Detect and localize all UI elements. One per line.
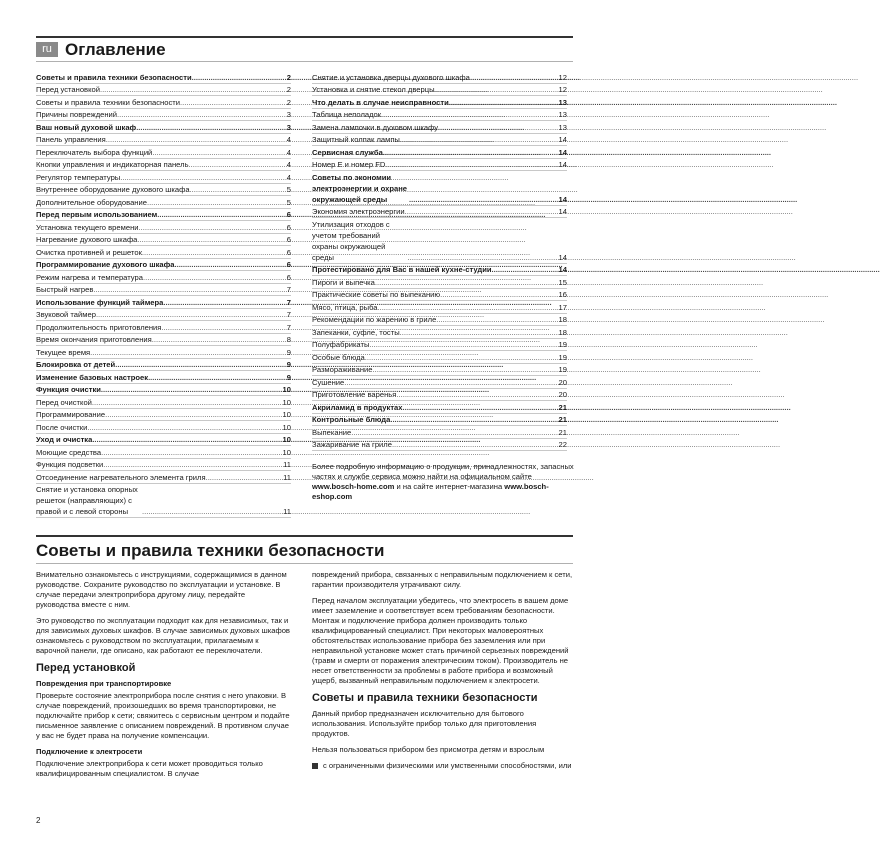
toc-leader-dots [174,259,285,270]
toc-entry-label: Изменение базовых настроек [36,372,149,382]
info-text-2: и на сайте интернет-магазина [394,482,505,491]
toc-entry[interactable] [36,421,291,434]
toc-leader-dots [96,309,286,320]
toc-leader-dots [375,277,558,288]
toc-entry-page: 6 [286,260,291,269]
toc-leader-dots [409,194,558,205]
top-rule [36,36,573,38]
toc-entry[interactable] [36,396,291,409]
toc-leader-dots [351,427,557,438]
toc-right-column [312,71,567,451]
toc-leader-dots [365,352,558,363]
toc-entry-page: 19 [558,340,567,349]
toc-entry-page: 2 [286,85,291,94]
toc-entry[interactable] [312,171,567,206]
toc-entry-label: Советы и правила техники безопасности [36,72,192,82]
toc-leader-dots [101,384,282,395]
toc-entry[interactable] [36,246,291,259]
bullet-square-icon [312,763,318,769]
toc-leader-dots [152,334,286,345]
toc-entry[interactable] [312,109,567,122]
toc-entry[interactable] [312,414,567,427]
toc-entry-page: 20 [558,390,567,399]
info-text-1: Более подробную информацию о продукции, принадлежностях, запасных частях и службе сервиса можно найти на официальном сайте [312,462,574,481]
transport-paragraph: Проверьте состояние электроприбора после снятия с него упаковки. В случае повреждений, произошедших во время транспортировки, не подключайте прибор к сети; свяжитесь с сервисным центром и подайте письменное заявление с описанием повреждений. В противном случае у вас не будет права на получение компенсации. [36,691,290,740]
toc-entry-page: 10 [282,385,291,394]
toc-leader-dots [492,264,558,275]
toc-entry[interactable] [312,326,567,339]
toc-entry[interactable] [36,321,291,334]
toc-entry-label: После очистки [36,422,88,432]
toc-leader-dots [344,377,557,388]
toc-entry-label: Очистка противней и решеток [36,247,142,257]
toc-entry-label: Рекомендации по жарению в гриле [312,315,437,324]
toc-entry-page: 19 [558,352,567,362]
toc-entry-label: Дополнительное оборудование [36,197,147,207]
toc-entry[interactable] [36,334,291,347]
toc-entry-label: Функция подсветки [36,460,104,469]
toc-entry-label: Программирование [36,410,106,419]
toc-leader-dots [87,422,281,433]
toc-entry-label: Номер E и номер FD [312,160,386,169]
toc-entry[interactable] [312,426,567,439]
toc-entry-page: 22 [558,440,567,449]
toc-entry-page: 10 [282,410,291,419]
toc-entry-label: Использование функций таймера [36,297,164,307]
toc-entry-label: Контрольные блюда [312,415,391,424]
toc-entry[interactable] [36,234,291,247]
toc-entry[interactable] [36,409,291,422]
toc-entry-page: 5 [286,185,291,194]
toc-entry-label: Причины повреждений [36,110,118,119]
toc-entry-label: Внутреннее оборудование духового шкафа [36,185,190,194]
toc-entry-label: Приготовление варенья [312,390,397,399]
heading-before-install: Перед установкой [36,662,136,674]
warranty-paragraph: повреждений прибора, связанных с неправильным подключением к сети, гарантии производителя утрачивают силу. [312,570,573,589]
toc-entry[interactable] [36,459,291,472]
toc-leader-dots [390,414,557,425]
toc-leader-dots [190,184,286,195]
electric-paragraph: Подключение электроприбора к сети может проводиться только квалифицированным специалистом. В случае [36,759,263,778]
toc-leader-dots [163,297,285,308]
toc-entry-label: Продолжительность приготовления [36,322,162,332]
toc-entry[interactable] [312,134,567,147]
toc-entry[interactable] [36,209,291,222]
household-use-paragraph: Данный прибор предназначен исключительно для бытового использования. Используйте прибор только для приготовления продуктов. [312,709,537,738]
toc-entry[interactable] [312,439,567,452]
toc-entry-label: Пироги и выпечка [312,277,375,287]
toc-entry[interactable] [36,446,291,459]
language-badge: ru [36,42,58,57]
toc-entry[interactable] [312,289,567,302]
toc-entry-page: 21 [558,402,567,412]
toc-entry-label: Текущее время [36,347,91,357]
toc-entry-label: Экономия электроэнергии [312,207,405,216]
toc-entry[interactable] [312,96,567,109]
toc-entry-label: Быстрый нагрев [36,285,94,294]
toc-entry[interactable] [36,184,291,197]
toc-leader-dots [103,459,282,470]
toc-entry[interactable] [36,284,291,297]
toc-entry[interactable] [36,71,291,84]
toc-entry[interactable] [36,196,291,209]
toc-leader-dots [115,359,286,370]
toc-entry-label: Что делать в случае неисправности [312,97,449,107]
toc-leader-dots [438,122,558,133]
toc-entry-page: 21 [558,415,567,424]
toc-leader-dots [93,284,285,295]
toc-entry-page: 6 [286,247,291,257]
toc-entry[interactable] [36,434,291,447]
toc-entry[interactable] [36,346,291,359]
toc-entry[interactable] [36,121,291,134]
toc-entry-page: 12 [558,85,567,94]
toc-entry[interactable] [312,401,567,414]
toc-entry-label: Блокировка от детей [36,360,116,369]
toc-entry-label: Ваш новый духовой шкаф [36,122,137,132]
section-rule [36,535,573,537]
toc-leader-dots [369,339,557,350]
toc-entry-page: 4 [286,160,291,169]
grounding-paragraph: Перед началом эксплуатации убедитесь, что электросеть в вашем доме имеет заземление и соответствует всем требованиям безопасности. Монтаж и подключение прибора должен производить только квалифицированный специалист. При некоторых маловероятных обстоятельствах использование прибора без заземления или при неправильной установке может стать причиной серьезных повреждений (травм и смерти от поражения электрическим током). Производитель не несет ответственности за проблемы в работе прибора и возможный ущерб, вызванный неправильным подключением к электросети. [312,596,569,685]
toc-entry[interactable] [312,84,567,97]
toc-leader-dots [100,84,286,95]
toc-entry-page: 13 [558,110,567,119]
toc-entry-label: Снятие и установка дверцы духового шкафа [312,72,470,82]
toc-entry[interactable] [312,376,567,389]
toc-entry-page: 3 [286,110,291,119]
toc-entry-label: Время окончания приготовления [36,335,152,344]
toc-leader-dots [400,327,558,338]
section-title: Советы и правила техники безопасности [36,541,385,560]
toc-leader-dots [383,147,558,158]
toc-entry-label: Полуфабрикаты [312,340,370,349]
toc-entry-label: Защитный колпак лампы [312,135,400,144]
toc-entry-label: Перед установкой [36,85,100,94]
toc-entry[interactable] [36,221,291,234]
toc-entry-page: 6 [286,272,291,282]
toc-entry-page: 14 [558,194,567,204]
toc-entry-page: 13 [558,122,567,132]
toc-entry-label: Запеканки, суфле, тосты [312,327,400,337]
toc-leader-dots [142,247,286,258]
toc-entry[interactable] [36,96,291,109]
toc-entry[interactable] [36,146,291,159]
bullet-text: с ограниченными физическими или умственными способностями, или [323,761,572,770]
toc-entry-label: Снятие и установка опорных решеток (направляющих) с правой и с левой стороны [36,485,138,516]
toc-entry-page: 14 [558,160,567,169]
link-bosch-home[interactable]: www.bosch-home.com [312,482,395,491]
toc-entry-label: Замена лампочки в духовом шкафу [312,122,439,132]
toc-entry-page: 14 [558,207,567,216]
toc-entry-page: 6 [286,235,291,244]
heading-electric-connection: Подключение к электросети [36,747,143,756]
toc-entry[interactable] [312,351,567,364]
toc-leader-dots [139,222,286,233]
toc-entry-page: 9 [286,360,291,369]
toc-entry[interactable] [36,259,291,272]
toc-leader-dots [106,134,286,145]
toc-leader-dots [92,397,282,408]
toc-left-column [36,71,291,518]
toc-leader-dots [143,272,286,283]
toc-leader-dots [385,159,557,170]
toc-entry-label: Акриламид в продуктах [312,402,403,412]
heading-safety-rules: Советы и правила техники безопасности [312,692,538,704]
toc-entry-label: Уход и очистка [36,435,93,444]
toc-leader-dots [440,289,557,300]
toc-leader-dots [408,252,558,263]
toc-entry-page: 7 [286,285,291,294]
toc-entry-page: 6 [286,210,291,219]
toc-entry[interactable] [36,359,291,372]
toc-entry-page: 7 [286,310,291,319]
toc-entry[interactable] [312,159,567,172]
toc-entry-label: Отсоединение нагревательного элемента гриля [36,472,206,482]
toc-leader-dots [206,472,283,483]
toc-entry-label: Установка и снятие стекол дверцы [312,85,435,94]
toc-entry-page: 11 [283,472,291,482]
toc-entry[interactable] [312,206,567,219]
toc-leader-dots [161,322,285,333]
toc-leader-dots [403,402,558,413]
toc-entry-label: Размораживание [312,365,373,374]
toc-leader-dots [137,234,285,245]
toc-entry-label: Звуковой таймер [36,310,96,319]
link-bosch-eshop[interactable]: www.bosch-eshop.com [312,482,549,501]
toc-entry-page: 15 [558,277,567,287]
heading-transport-damage: Повреждения при транспортировке [36,679,172,688]
toc-leader-dots [396,389,557,400]
toc-entry[interactable] [312,301,567,314]
toc-entry-page: 4 [286,172,291,182]
toc-entry[interactable] [36,484,291,519]
toc-leader-dots [157,209,286,220]
toc-leader-dots [392,439,558,450]
toc-entry-label: Утилизация отходов с учетом требований охраны окружающей среды [312,219,390,262]
toc-entry[interactable] [312,314,567,327]
toc-leader-dots [142,506,282,517]
toc-leader-dots [147,197,286,208]
section-title-rule [36,563,573,564]
toc-leader-dots [377,302,557,313]
toc-leader-dots [101,447,281,458]
toc-leader-dots [180,97,286,108]
toc-entry-page: 21 [558,427,567,437]
body-right-column [312,570,573,771]
oven-type-paragraph: Это руководство по эксплуатации подходит как для независимых, так и для зависимых духовых шкафов. В случае зависимых духовых шкафов ознакомьтесь с руководством по эксплуатации, прилагаемым к варочной панели, где описано, как работают ее переключатели. [36,616,290,655]
toc-leader-dots [117,109,286,120]
toc-entry-page: 19 [558,365,567,374]
toc-leader-dots [381,109,557,120]
toc-entry[interactable] [36,84,291,97]
toc-entry-label: Перед очисткой [36,397,92,407]
toc-entry-page: 14 [558,135,567,144]
toc-entry-page: 3 [286,122,291,132]
toc-entry-page: 17 [558,302,567,312]
toc-entry[interactable] [312,121,567,134]
toc-entry-page: 2 [286,72,291,82]
toc-entry-page: 8 [286,335,291,344]
toc-entry-label: Моющие средства [36,447,102,457]
toc-leader-dots [189,159,286,170]
toc-entry-label: Регулятор температуры [36,172,121,182]
toc-entry-page: 14 [558,147,567,157]
toc-entry-page: 5 [286,197,291,207]
toc-entry-page: 16 [558,290,567,299]
toc-entry[interactable] [36,309,291,322]
toc-entry-page: 18 [558,315,567,324]
toc-entry-page: 7 [286,297,291,307]
toc-entry-page: 4 [286,147,291,157]
toc-leader-dots [136,122,286,133]
toc-entry-label: Сервисная служба [312,147,383,157]
toc-leader-dots [470,72,558,83]
toc-leader-dots [435,84,558,95]
toc-leader-dots [405,206,558,217]
toc-leader-dots [90,347,286,358]
toc-entry[interactable] [312,339,567,352]
bullet-item [312,761,573,771]
toc-leader-dots [152,147,285,158]
toc-entry-label: Панель управления [36,135,106,144]
toc-entry[interactable] [36,134,291,147]
toc-entry[interactable] [312,276,567,289]
body-left-column [36,570,290,785]
toc-entry[interactable] [36,471,291,484]
toc-entry-label: Сушение [312,377,345,387]
toc-leader-dots [120,172,286,183]
toc-entry-page: 12 [558,72,567,82]
toc-entry-label: Перед первым использованием [36,210,158,219]
toc-entry[interactable] [312,364,567,377]
toc-entry-label: Выпекание [312,427,352,437]
toc-entry-label: Функция очистки [36,385,101,394]
toc-entry-label: Мясо, птица, рыба [312,302,378,312]
toc-entry-page: 18 [558,327,567,337]
toc-leader-dots [105,409,281,420]
toc-entry-label: Переключатель выбора функций [36,147,153,157]
toc-leader-dots [192,72,286,83]
toc-entry-page: 2 [286,97,291,107]
toc-leader-dots [148,372,286,383]
toc-entry[interactable] [312,71,567,84]
toc-entry[interactable] [36,271,291,284]
toc-entry-page: 11 [283,507,291,516]
intro-paragraph: Внимательно ознакомьтесь с инструкциями, содержащимися в данном руководстве. Сохраните руководство по эксплуатации и установке. В случае передачи электроприбора другому лицу, передайте руководства вместе с ним. [36,570,287,609]
toc-entry[interactable] [36,171,291,184]
toc-entry-label: Протестировано для Вас в нашей кухне-студии [312,265,492,274]
info-note [312,462,574,502]
toc-title-rule [36,61,573,62]
toc-entry-page: 10 [282,397,291,407]
toc-entry-page: 7 [286,322,291,332]
toc-entry-label: Режим нагрева и температура [36,272,143,282]
toc-entry-page: 9 [286,372,291,382]
toc-leader-dots [92,434,281,445]
toc-entry-label: Нагревание духового шкафа [36,235,138,244]
toc-entry-page: 20 [558,377,567,387]
toc-entry-page: 10 [282,435,291,444]
toc-leader-dots [372,364,557,375]
toc-leader-dots [449,97,558,108]
toc-entry-label: Программирование духового шкафа [36,260,175,269]
toc-entry[interactable] [36,371,291,384]
toc-entry-label: Кнопки управления и индикаторная панель [36,160,189,169]
toc-entry-page: 4 [286,135,291,144]
toc-entry-page: 10 [282,422,291,432]
toc-entry-page: 14 [558,252,567,262]
toc-entry[interactable] [312,264,567,277]
toc-entry-page: 6 [286,222,291,232]
toc-entry[interactable] [36,296,291,309]
toc-entry[interactable] [36,384,291,397]
page-number: 2 [36,816,41,825]
toc-entry-label: Особые блюда [312,352,365,362]
toc-entry-page: 14 [558,265,567,274]
toc-entry-page: 10 [282,447,291,457]
toc-leader-dots [436,314,557,325]
toc-entry-label: Зажаривание на гриле [312,440,392,449]
supervision-paragraph: Нельзя пользоваться прибором без присмотра детям и взрослым [312,745,545,754]
toc-entry[interactable] [312,389,567,402]
toc-entry-label: Советы по экономии электроэнергии и охране окружающей среды [312,172,408,204]
toc-entry-page: 13 [558,97,567,107]
toc-entry-label: Советы и правила техники безопасности [36,97,180,107]
toc-entry[interactable] [312,146,567,159]
toc-entry-label: Установка текущего времени [36,222,139,232]
toc-entry[interactable] [36,159,291,172]
toc-entry-page: 9 [286,347,291,357]
toc-entry-page: 11 [283,460,291,469]
toc-entry[interactable] [36,109,291,122]
toc-entry[interactable] [312,218,567,264]
toc-leader-dots [400,134,558,145]
toc-entry-label: Таблица неполадок [312,110,382,119]
toc-entry-label: Практические советы по выпеканию [312,290,441,299]
toc-title: Оглавление [65,40,166,59]
